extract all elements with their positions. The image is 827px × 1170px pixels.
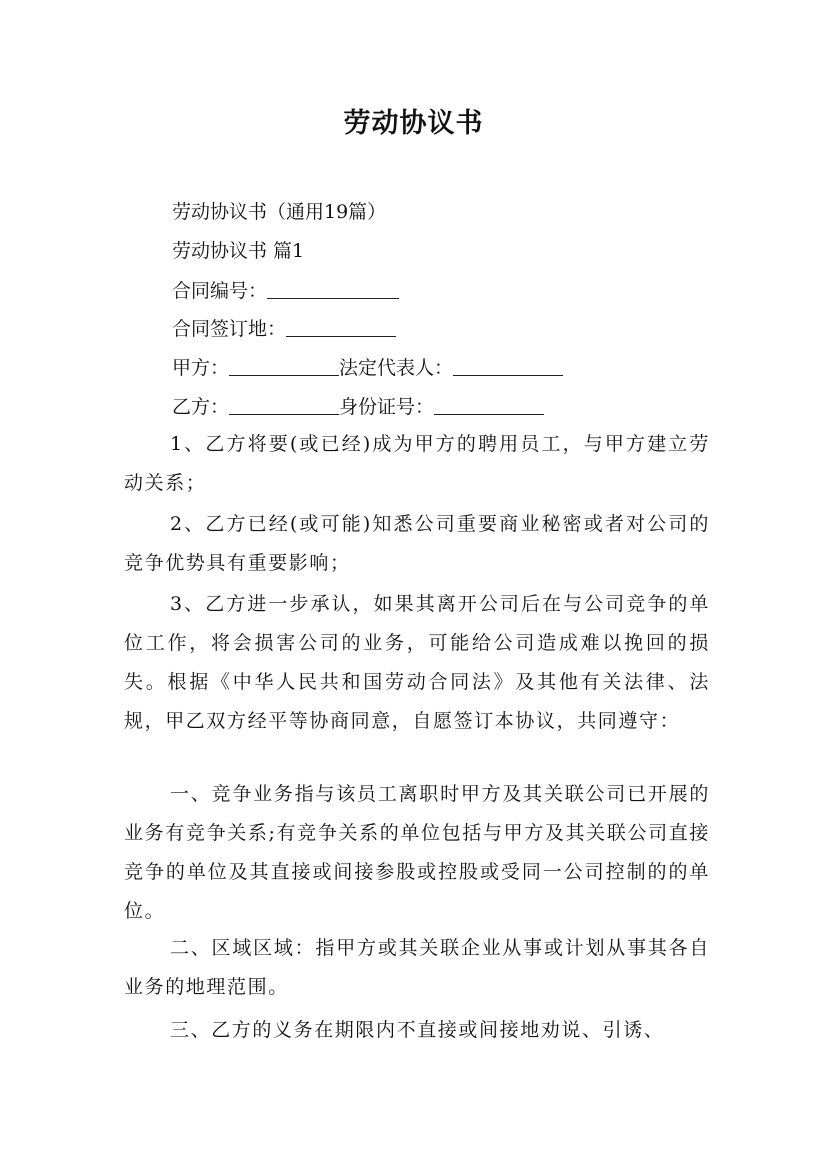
contract-place-label: 合同签订地：	[172, 318, 287, 340]
party-b-blank	[229, 395, 339, 415]
party-b-row	[172, 394, 544, 420]
clause-1: 一、竞争业务指与该员工离职时甲方及其关联公司已开展的业务有竞争关系;有竞争关系的单位包括与甲方及其关联公司直接竞争的单位及其直接或间接参股或控股或受同一公司控制的的单位。	[124, 783, 710, 922]
party-a-row	[172, 355, 563, 381]
paragraph-2: 2、乙方已经(或可能)知悉公司重要商业秘密或者对公司的竞争优势具有重要影响；	[124, 513, 710, 574]
contract-place-blank	[286, 317, 396, 337]
paragraph-3: 3、乙方进一步承认，如果其离开公司后在与公司竞争的单位工作，将会损害公司的业务，可能给公司造成难以挽回的损失。根据《中华人民共和国劳动合同法》及其他有关法律、法规，甲乙双方经平等协商同意，自愿签订本协议，共同遵守：	[124, 593, 710, 732]
document-title: 劳动协议书	[343, 108, 484, 139]
legal-rep-label: 法定代表人：	[339, 357, 454, 379]
party-b-label: 乙方：	[172, 396, 230, 418]
clause-2: 二、区域区域：指甲方或其关联企业从事或计划从事其各自业务的地理范围。	[124, 937, 710, 998]
contract-number-blank	[267, 279, 399, 299]
contract-number-label: 合同编号：	[172, 280, 268, 302]
party-a-blank	[229, 356, 339, 376]
contract-place-row	[172, 316, 396, 342]
section-heading: 劳动协议书 篇1	[172, 240, 305, 262]
id-number-label: 身份证号：	[339, 396, 435, 418]
party-a-label: 甲方：	[172, 357, 230, 379]
clause-3: 三、乙方的义务在期限内不直接或间接地劝说、引诱、	[170, 1019, 665, 1041]
id-number-blank	[434, 395, 544, 415]
document-subtitle: 劳动协议书（通用19篇）	[172, 201, 387, 223]
contract-number-row	[172, 278, 399, 304]
legal-rep-blank	[453, 356, 563, 376]
paragraph-1: 1、乙方将要(或已经)成为甲方的聘用员工，与甲方建立劳动关系；	[124, 433, 710, 494]
